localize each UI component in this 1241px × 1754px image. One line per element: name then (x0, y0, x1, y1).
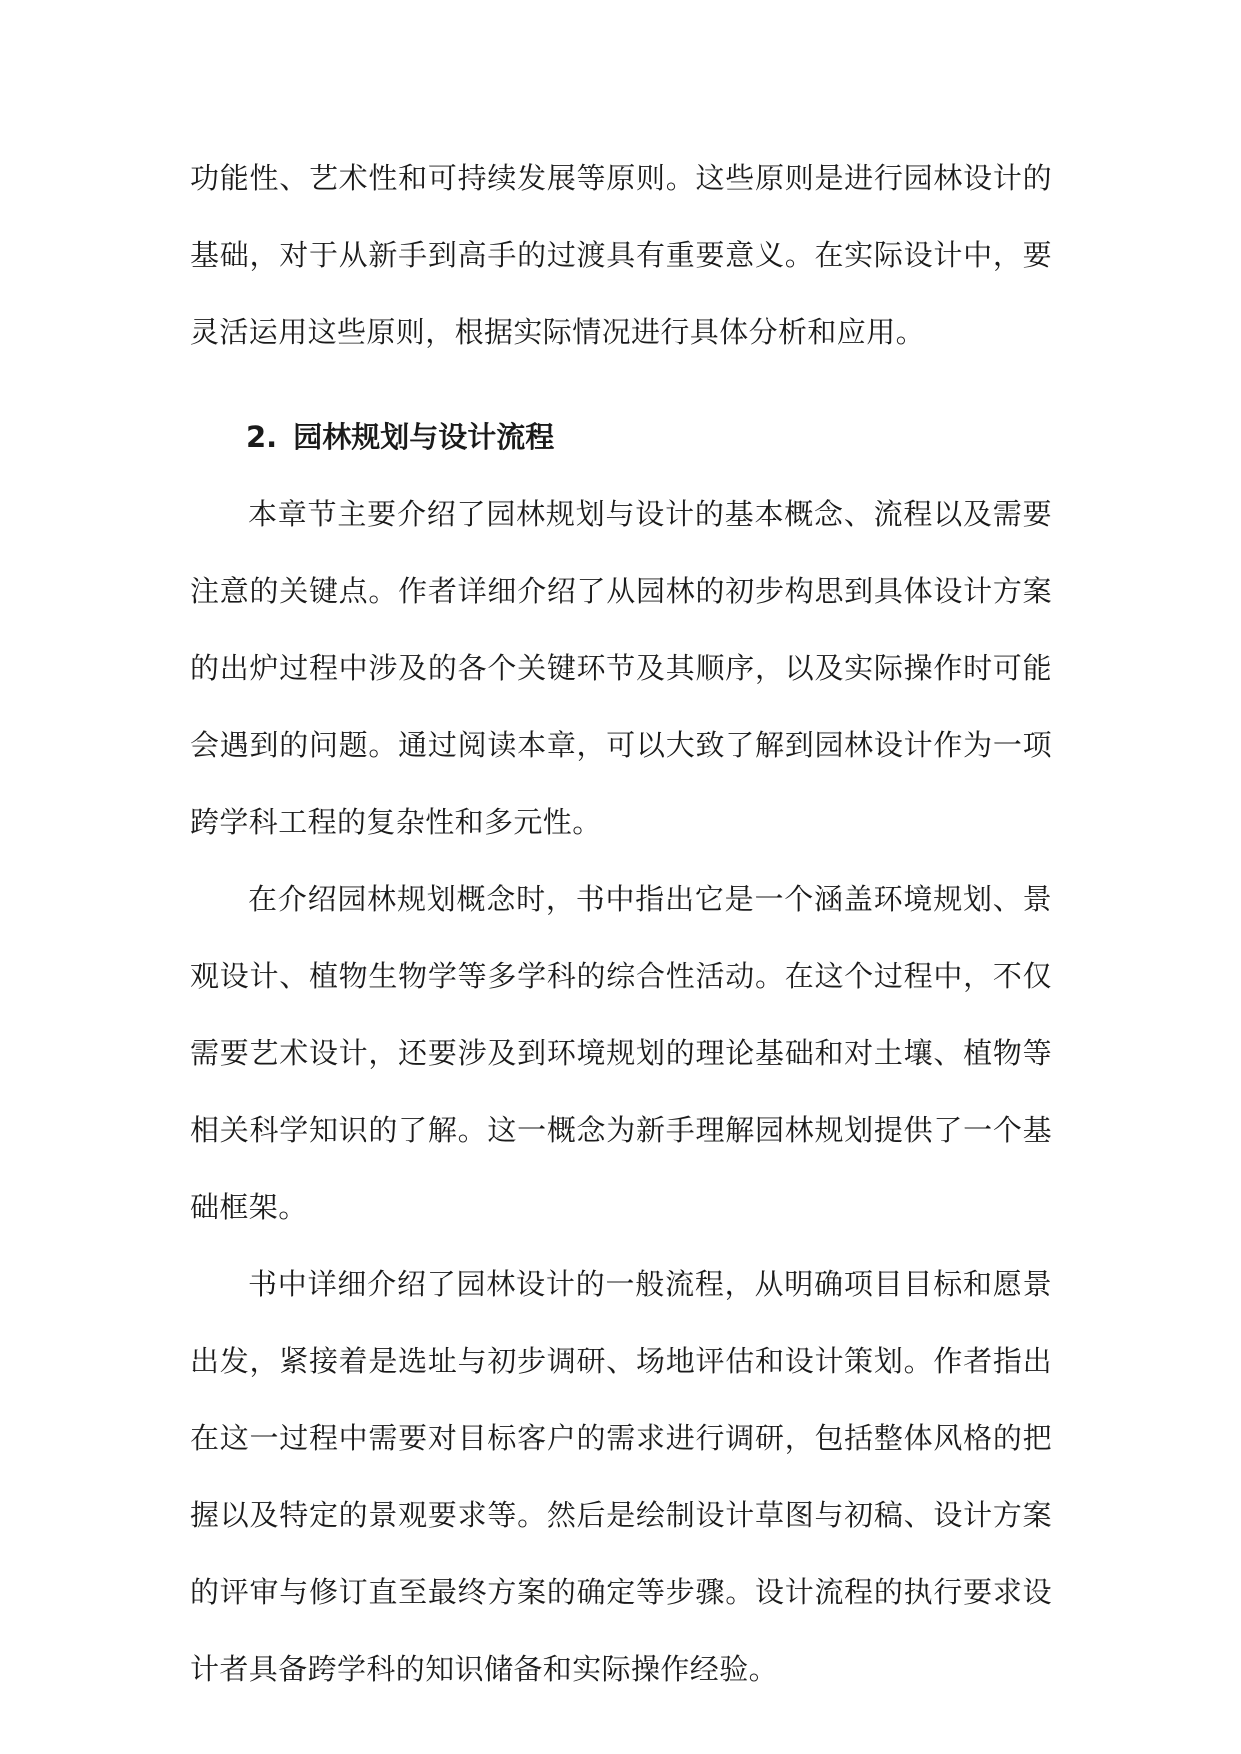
section-heading (190, 399, 1052, 476)
section-title: 园林规划与设计流程 (293, 420, 555, 454)
paragraph-2: 在介绍园林规划概念时，书中指出它是一个涵盖环境规划、景观设计、植物生物学等多学科的综合性活动。在这个过程中，不仅需要艺术设计，还要涉及到环境规划的理论基础和对土壤、植物等相关科学知识的了解。这一概念为新手理解园林规划提供了一个基础框架。 (190, 882, 1052, 1224)
continuation-paragraph: 功能性、艺术性和可持续发展等原则。这些原则是进行园林设计的基础，对于从新手到高手的过渡具有重要意义。在实际设计中，要灵活运用这些原则，根据实际情况进行具体分析和应用。 (190, 161, 1052, 349)
document-page (190, 140, 1052, 1708)
section-number: 2. (246, 420, 278, 454)
paragraph-1: 本章节主要介绍了园林规划与设计的基本概念、流程以及需要注意的关键点。作者详细介绍了从园林的初步构思到具体设计方案的出炉过程中涉及的各个关键环节及其顺序，以及实际操作时可能会遇到的问题。通过阅读本章，可以大致了解到园林设计作为一项跨学科工程的复杂性和多元性。 (190, 497, 1052, 839)
paragraph-3: 书中详细介绍了园林设计的一般流程，从明确项目目标和愿景出发，紧接着是选址与初步调研、场地评估和设计策划。作者指出在这一过程中需要对目标客户的需求进行调研，包括整体风格的把握以及特定的景观要求等。然后是绘制设计草图与初稿、设计方案的评审与修订直至最终方案的确定等步骤。设计流程的执行要求设计者具备跨学科的知识储备和实际操作经验。 (190, 1267, 1052, 1686)
